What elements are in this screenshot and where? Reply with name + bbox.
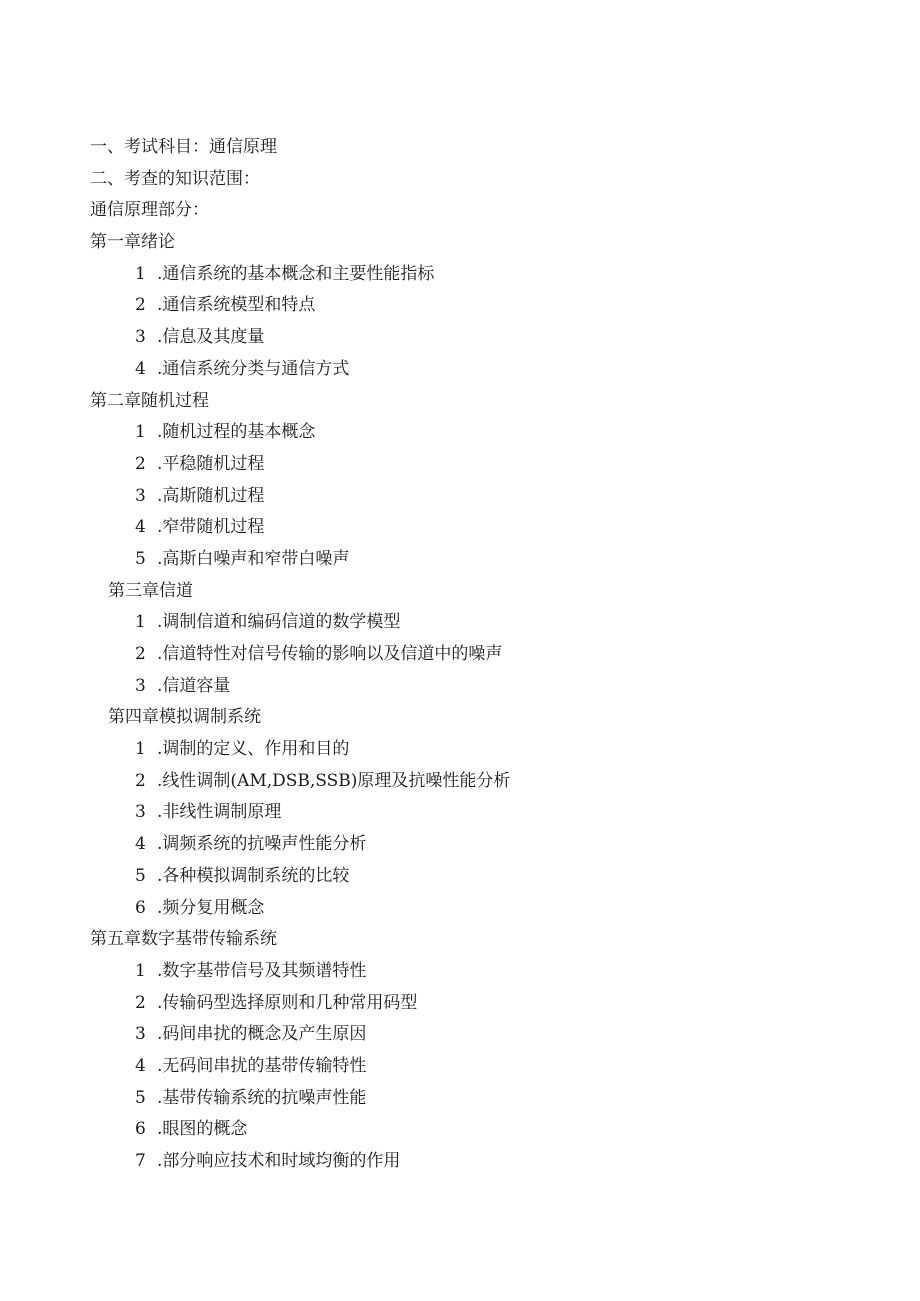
item-text: .高斯随机过程 [157, 485, 265, 506]
item-number: 3 [135, 327, 146, 348]
item-number: 2 [135, 644, 146, 664]
item-number: 3 [135, 1024, 146, 1045]
chapter-title: 第一章绪论 [90, 232, 175, 253]
list-item [90, 544, 870, 576]
list-item [90, 417, 870, 449]
item-text: .基带传输系统的抗噪声性能 [157, 1087, 367, 1108]
item-text: .调制的定义、作用和目的 [157, 739, 350, 760]
item-number: 5 [135, 865, 146, 886]
chapter-title: 第五章数字基带传输系统 [90, 929, 277, 950]
item-text: .非线性调制原理 [157, 802, 282, 823]
knowledge-scope-heading: 二、考查的知识范围： [90, 168, 260, 189]
item-text: .无码间串扰的基带传输特性 [157, 1055, 367, 1076]
part-heading: 通信原理部分： [90, 200, 209, 221]
item-text: .数字基带信号及其频谱特性 [157, 960, 367, 981]
list-item [90, 1114, 870, 1146]
item-number: 7 [135, 1151, 146, 1171]
item-number: 1 [135, 612, 146, 633]
list-item [90, 639, 870, 671]
chapter-title: 第二章随机过程 [90, 390, 209, 411]
exam-subject-heading: 一、考试科目：通信原理 [90, 137, 277, 157]
list-item [90, 861, 870, 893]
list-item [90, 322, 870, 354]
list-item [90, 956, 870, 988]
syllabus-content [90, 132, 870, 1178]
list-item [90, 1051, 870, 1083]
list-item [90, 512, 870, 544]
item-text: .传输码型选择原则和几种常用码型 [157, 992, 418, 1013]
item-text: .随机过程的基本概念 [157, 422, 316, 443]
item-text: .部分响应技术和时域均衡的作用 [157, 1151, 401, 1171]
chapter-title: 第三章信道 [108, 580, 193, 601]
item-number: 3 [135, 485, 146, 506]
list-item [90, 734, 870, 766]
item-number: 4 [135, 358, 146, 379]
list-item [90, 1019, 870, 1051]
item-text: .眼图的概念 [157, 1119, 248, 1140]
list-item [90, 988, 870, 1020]
item-number: 6 [135, 897, 146, 918]
item-text: .窄带随机过程 [157, 517, 265, 538]
item-text: .通信系统模型和特点 [157, 295, 316, 316]
item-number: 2 [135, 453, 146, 474]
item-text: .码间串扰的概念及产生原因 [157, 1024, 367, 1045]
list-item [90, 797, 870, 829]
item-number: 1 [135, 960, 146, 981]
item-number: 1 [135, 739, 146, 760]
item-number: 5 [135, 548, 146, 569]
item-number: 4 [135, 834, 146, 855]
list-item [90, 290, 870, 322]
item-number: 2 [135, 770, 146, 791]
item-text: .通信系统的基本概念和主要性能指标 [157, 263, 435, 284]
item-text: .调频系统的抗噪声性能分析 [157, 834, 367, 855]
item-number: 1 [135, 263, 146, 284]
item-text: .信道特性对信号传输的影响以及信道中的噪声 [157, 644, 503, 664]
item-text: .信息及其度量 [157, 327, 265, 348]
list-item [90, 354, 870, 386]
list-item [90, 481, 870, 513]
list-item [90, 1083, 870, 1115]
list-item [90, 1146, 870, 1178]
item-number: 1 [135, 422, 146, 443]
item-number: 3 [135, 802, 146, 823]
item-text: .高斯白噪声和窄带白噪声 [157, 548, 350, 569]
list-item [90, 766, 870, 798]
item-text: .信道容量 [157, 675, 231, 696]
item-text: .通信系统分类与通信方式 [157, 358, 350, 379]
list-item [90, 893, 870, 925]
item-number: 2 [135, 992, 146, 1013]
list-item [90, 449, 870, 481]
item-number: 4 [135, 1055, 146, 1076]
list-item [90, 671, 870, 703]
item-number: 4 [135, 517, 146, 538]
item-number: 3 [135, 675, 146, 696]
list-item [90, 259, 870, 291]
item-text: .平稳随机过程 [157, 453, 265, 474]
item-text: .调制信道和编码信道的数学模型 [157, 612, 401, 633]
list-item [90, 607, 870, 639]
item-text: .各种模拟调制系统的比较 [157, 865, 350, 886]
item-number: 5 [135, 1087, 146, 1108]
chapter-title: 第四章模拟调制系统 [108, 707, 261, 728]
item-number: 2 [135, 295, 146, 316]
item-text: .线性调制(AM,DSB,SSB)原理及抗噪性能分析 [157, 770, 511, 791]
item-number: 6 [135, 1119, 146, 1140]
list-item [90, 829, 870, 861]
item-text: .频分复用概念 [157, 897, 265, 918]
